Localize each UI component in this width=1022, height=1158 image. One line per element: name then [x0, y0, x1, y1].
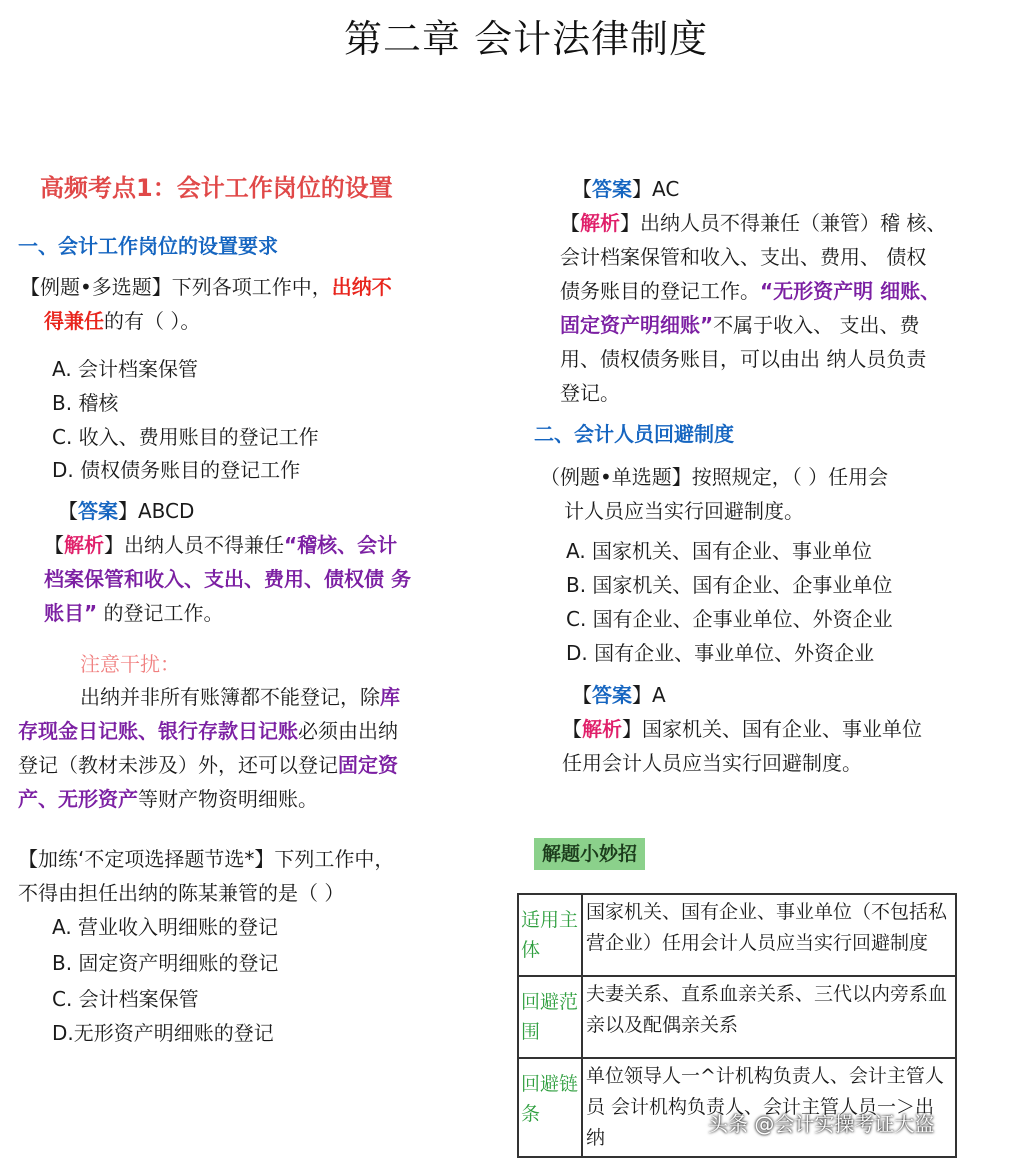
tips-key-1: 适用主体 [518, 894, 582, 976]
note-line-2 [18, 714, 398, 748]
q2-answer: 【答案】AC [572, 177, 680, 201]
note-line-1 [80, 680, 400, 714]
q3-explanation-line-2: 任用会计人员应当实行回避制度。 [562, 751, 862, 775]
table-row [518, 976, 956, 1058]
note-text-3: 登记（教材未涉及）外，还可以登记 [18, 753, 338, 777]
note-line-4 [18, 782, 318, 816]
section-heading-2: 二、会计人员回避制度 [534, 422, 734, 446]
answer-tag: 答案 [78, 499, 118, 523]
tips-key-3: 回避链条 [518, 1058, 582, 1157]
page-title: 第二章 会计法律制度 [344, 17, 709, 61]
q1-explanation-line-1: 【解析】出纳人员不得兼任“稽核、会计 [44, 533, 398, 557]
q3-answer: 【答案】A [572, 683, 666, 707]
q1-explanation-line-3 [44, 596, 224, 630]
tips-value-2: 夫妻关系、直系血亲关系、三代以内旁系血 亲以及配偶亲关系 [582, 976, 956, 1058]
question-2-line-2: 不得由担任出纳的陈某兼管的是（ ） [18, 881, 345, 905]
tips-key-2: 回避范围 [518, 976, 582, 1058]
note-highlight-2: 存现金日记账、银行存款日记账 [18, 719, 298, 743]
explanation-tag: 解析 [64, 533, 104, 557]
explanation-tail: 的登记工作。 [103, 601, 224, 625]
q1-option-a: A. 会计档案保管 [52, 357, 199, 381]
explanation-text: 出纳人员不得兼任 [124, 533, 284, 557]
question-1-line-2 [44, 304, 200, 338]
note-highlight-1: 库 [380, 685, 400, 709]
question-1-line-1 [20, 270, 392, 304]
topic-heading: 高频考点1：会计工作岗位的设置 [40, 174, 393, 202]
q3-explanation-line-1: 【解析】国家机关、国有企业、事业单位 [562, 717, 922, 741]
answer-value-2: AC [652, 177, 680, 201]
answer-tag-3: 答案 [592, 683, 632, 707]
q2-option-d: D.无形资产明细账的登记 [52, 1021, 274, 1045]
answer-value-3: A [652, 683, 666, 707]
section-heading-1: 一、会计工作岗位的设置要求 [18, 234, 278, 258]
explanation-tag-2: 解析 [580, 211, 620, 235]
tips-value-1: 国家机关、国有企业、事业单位（不包括私 营企业）任用会计人员应当实行回避制度 [582, 894, 956, 976]
note-text-4: 等财产物资明细账。 [138, 787, 318, 811]
q1-option-c: C. 收入、费用账目的登记工作 [52, 425, 319, 449]
note-line-3 [18, 748, 398, 782]
question-2-line-1: 【加练‘不定项选择题节选*】下列工作中， [18, 847, 395, 871]
q2-explanation-line-5: 用、债权债务账目，可以由出 纳人员负责 [560, 347, 927, 371]
q2-option-c: C. 会计档案保管 [52, 987, 199, 1011]
q1-option-b: B. 稽核 [52, 391, 119, 415]
explanation-2-highlight-4: 固定资产明细账” [560, 313, 714, 337]
q3-option-c: C. 国有企业、企事业单位、外资企业 [566, 607, 893, 631]
note-text-2: 必须由出纳 [298, 719, 398, 743]
table-row [518, 894, 956, 976]
q2-option-b: B. 固定资产明细账的登记 [52, 951, 279, 975]
question-1-tail: 的有（ ）。 [104, 309, 201, 333]
note-text-1: 出纳并非所有账簿都不能登记，除 [80, 685, 380, 709]
question-1-highlight-2: 得兼任 [44, 309, 104, 333]
question-3-line-2: 计人员应当实行回避制度。 [564, 499, 804, 523]
explanation-highlight: “稽核、会计 [284, 533, 398, 557]
question-1-highlight: 出纳不 [331, 275, 392, 299]
question-3-line-1: （例题•单选题】按照规定，（ ）任用会 [540, 465, 889, 489]
question-1-text: 【例题•多选题】下列各项工作中， [20, 275, 332, 299]
q2-explanation-line-1: 【解析】出纳人员不得兼任（兼管）稽 核、 [560, 211, 947, 235]
tips-value-3: 单位领导人一^计机构负责人、会计主管人员 会计机构负责人、会计主管人员一＞出纳 [582, 1058, 956, 1157]
watermark: 头条 @会计实操考证大盗 [708, 1112, 935, 1136]
q1-explanation-line-2: 档案保管和收入、支出、费用、债权债 务 [44, 567, 411, 591]
explanation-tag-3: 解析 [582, 717, 622, 741]
q3-option-a: A. 国家机关、国有企业、事业单位 [566, 539, 873, 563]
q2-explanation-line-3 [560, 274, 940, 308]
q2-option-a: A. 营业收入明细账的登记 [52, 915, 279, 939]
explanation-3-text: 国家机关、国有企业、事业单位 [642, 717, 922, 741]
explanation-highlight-3: 账目” [44, 601, 98, 625]
q2-explanation-line-4 [560, 308, 920, 342]
q3-option-d: D. 国有企业、事业单位、外资企业 [566, 641, 875, 665]
q2-explanation-line-2: 会计档案保管和收入、支出、费用、 债权 [560, 245, 927, 269]
explanation-2-text-4: 不属于收入、 支出、费 [713, 313, 920, 337]
answer-value: ABCD [138, 499, 195, 523]
q3-option-b: B. 国家机关、国有企业、企事业单位 [566, 573, 893, 597]
q2-explanation-line-6: 登记。 [560, 381, 620, 405]
note-highlight-4: 产、无形资产 [18, 787, 138, 811]
tips-label: 解题小妙招 [534, 838, 645, 870]
explanation-2-highlight-3: “无形资产明 细账、 [760, 279, 941, 303]
explanation-2-text: 出纳人员不得兼任（兼管）稽 核、 [640, 211, 947, 235]
explanation-2-text-3: 债务账目的登记工作。 [560, 279, 760, 303]
note-label: 注意干扰： [80, 652, 180, 676]
q1-option-d: D. 债权债务账目的登记工作 [52, 458, 301, 482]
note-highlight-3: 固定资 [338, 753, 398, 777]
q1-answer: 【答案】ABCD [58, 499, 195, 523]
answer-tag-2: 答案 [592, 177, 632, 201]
